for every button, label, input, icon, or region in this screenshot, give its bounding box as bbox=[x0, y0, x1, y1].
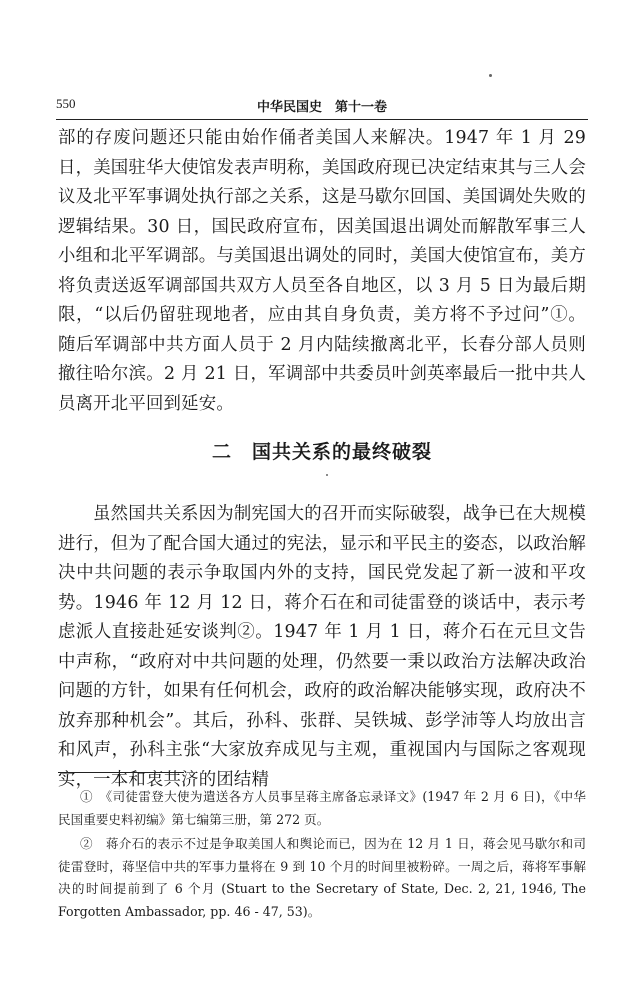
footnote-1: ① 《司徒雷登大使为遣送各方人员事呈蒋主席备忘录译文》(1947 年 2 月 6 日)，《中华民国重要史料初编》第七编第三册，第 272 页。 bbox=[58, 789, 586, 827]
section-heading: 二 国共关系的最终破裂 bbox=[211, 441, 432, 463]
scan-speck bbox=[326, 474, 328, 476]
running-header bbox=[56, 94, 588, 118]
scan-speck bbox=[489, 74, 492, 77]
footnote-2: ② 蒋介石的表示不过是争取美国人和舆论而已，因为在 12 月 1 日，蒋会见马歇尔和司徒雷登时，蒋坚信中共的军事力量将在 9 到 10 个月的时间里被粉碎。一周之后，蒋将军事解决的时间提前到了 6 个月 (Stuart to the Secretary of State, Dec. 2, 21, 1946, The Forgotten Ambassador, pp. 46 - 47, 53)。 bbox=[58, 836, 586, 919]
body-paragraph-1: 部的存废问题还只能由始作俑者美国人来解决。1947 年 1 月 29 日，美国驻华大使馆发表声明称，美国政府现已决定结束其与三人会议及北平军事调处执行部之关系，这是马歇尔回国、美国调处失败的逻辑结果。30 日，国民政府宣布，因美国退出调处而解散军事三人小组和北平军调部。与美国退出调处的同时，美国大使馆宣布，美方将负责送返军调部国共双方人员至各自地区，以 3 月 5 日为最后期限，“以后仍留驻现地者，应由其自身负责，美方将不予过问”①。随后军调部中共方面人员于 2 月内陆续撤离北平，长春分部人员则撤往哈尔滨。2 月 21 日，军调部中共委员叶剑英率最后一批中共人员离开北平回到延安。 bbox=[58, 128, 586, 414]
body-paragraph-2: 虽然国共关系因为制宪国大的召开而实际破裂，战争已在大规模进行，但为了配合国大通过的宪法，显示和平民主的姿态，以政治解决中共问题的表示争取国内外的支持，国民党发起了新一波和平攻势。1946 年 12 月 12 日，蒋介石在和司徒雷登的谈话中，表示考虑派人直接赴延安谈判②。1947 年 1 月 1 日，蒋介石在元旦文告中声称，“政府对中共问题的处理，仍然要一秉以政治方法解决政治问题的方针，如果有任何机会，政府的政治解决能够实现，政府决不放弃那种机会”。其后，孙科、张群、吴铁城、彭学沛等人均放出言和风声，孙科主张“大家放弃成见与主观，重视国内与国际之客观现实，一本和衷共济的团结精 bbox=[58, 504, 586, 790]
footnote-rule bbox=[58, 772, 184, 773]
page-number: 550 bbox=[56, 96, 76, 111]
header-rule bbox=[56, 119, 588, 120]
running-title: 中华民国史 第十一卷 bbox=[256, 100, 387, 115]
